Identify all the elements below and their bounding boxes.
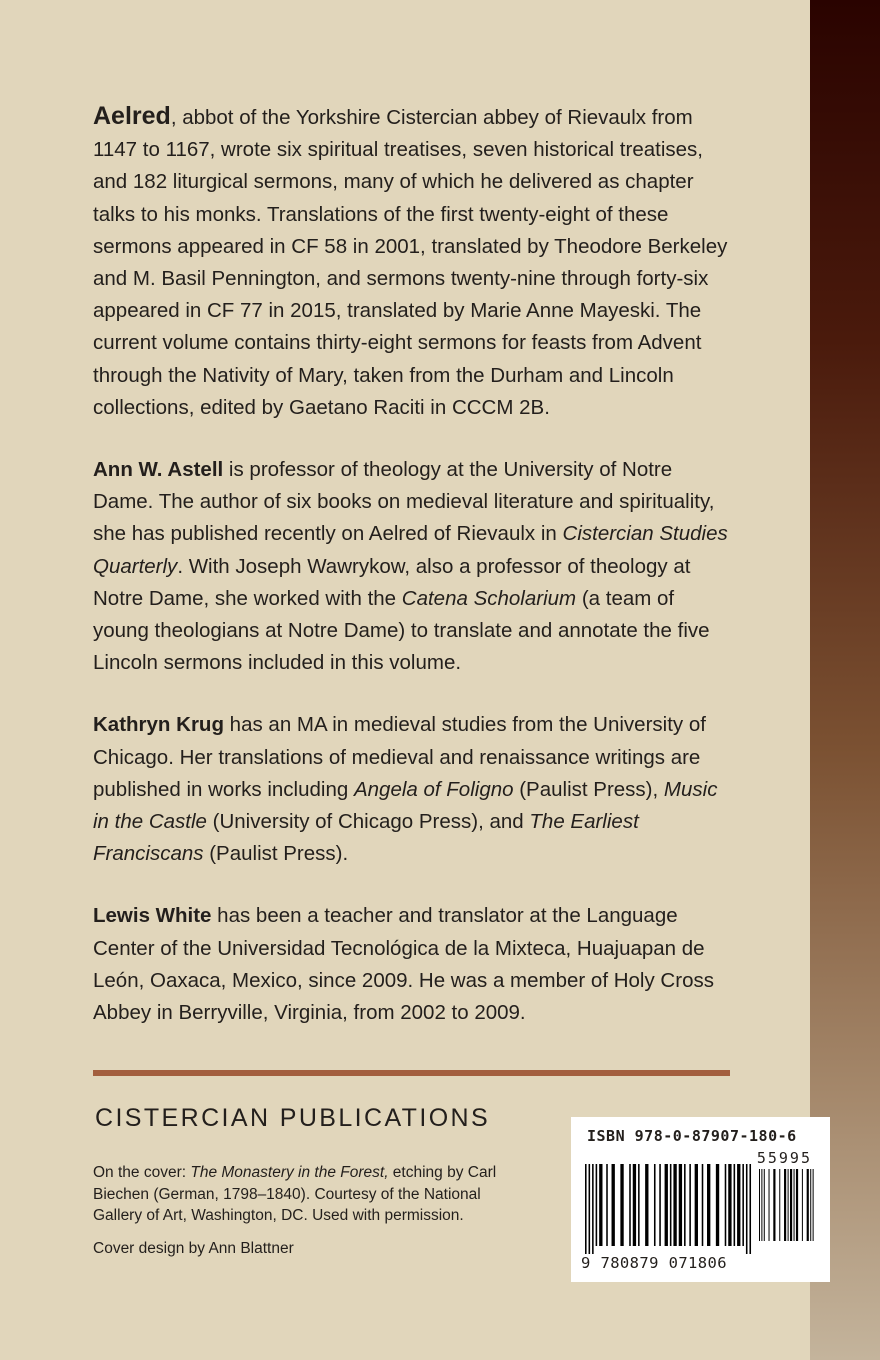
barcode-bar: [702, 1164, 704, 1246]
barcode-bar: [606, 1164, 608, 1246]
credits-block: [93, 1162, 533, 1270]
bio-text: (Paulist Press).: [203, 842, 349, 866]
barcode-bar: [764, 1169, 765, 1241]
barcode-bar: [645, 1164, 648, 1246]
barcode-bar: [638, 1164, 640, 1246]
bio-title-italic: Music in the Castle: [93, 777, 718, 834]
barcode-bar: [620, 1164, 623, 1246]
barcode-bar: [596, 1164, 598, 1246]
divider-rule: [93, 1070, 730, 1076]
barcode-bar: [673, 1164, 676, 1246]
barcode-bar: [813, 1169, 814, 1241]
barcode-bar: [684, 1164, 686, 1246]
bio-name: Kathryn Krug: [93, 713, 224, 737]
barcode-bar: [746, 1164, 748, 1254]
bio-name: Ann W. Astell: [93, 458, 224, 482]
barcode-bar: [734, 1164, 736, 1246]
barcode-bar: [790, 1169, 792, 1241]
barcode-bar: [773, 1169, 775, 1241]
isbn-label: ISBN 978-0-87907-180-6: [587, 1127, 797, 1145]
cover-credit-prefix: On the cover:: [93, 1164, 191, 1181]
barcode-bar: [802, 1169, 803, 1241]
bio-name: Lewis White: [93, 904, 212, 928]
bio-column: [93, 100, 733, 1059]
barcode-bar: [589, 1164, 591, 1254]
cover-credit: [93, 1162, 533, 1227]
barcode-panel: [571, 1117, 830, 1282]
barcode-bar: [585, 1164, 587, 1254]
bio-text: . With Joseph Wawrykow, also a professor of theology at Notre Dame, she worked with the: [93, 554, 691, 610]
barcode-bar: [659, 1164, 661, 1246]
design-credit: Cover design by Ann Blattner: [93, 1239, 294, 1257]
barcode-bar: [670, 1164, 672, 1246]
bio-text: (a team of young theologians at Notre Dame) to translate and annotate the five Lincoln sermons included in this volume.: [93, 586, 710, 675]
barcode-bar: [689, 1164, 691, 1246]
bio-text: has an MA in medieval studies from the University of Chicago. Her translations of medieval and renaissance writings are published in works including: [93, 713, 706, 801]
bio-title-italic: The Earliest Franciscans: [93, 810, 639, 866]
barcode-bar: [737, 1164, 740, 1246]
barcode-bar: [761, 1169, 762, 1241]
barcode-bar: [796, 1169, 798, 1241]
bio-text: , abbot of the Yorkshire Cistercian abbey of Rievaulx from 1147 to 1167, wrote six spiritual treatises, seven historical treatises, and 182 liturgical sermons, many of which he delivered as chapter talks to his monks. Translations of the first twenty-eight of these sermons appeared in CF 58 in 2001, translated by Theodore Berkeley and M. Basil Pennington, and sermons twenty-nine through forty-six appeared in CF 77 in 2015, translated by Marie Anne Mayeski. The current volume contains thirty-eight sermons for feasts from Advent through the Nativity of Mary, taken from the Durham and Lincoln collections, edited by Gaetano Raciti in CCCM 2B.: [93, 106, 728, 419]
bio-text: (Paulist Press),: [513, 777, 664, 801]
barcode-bar: [728, 1164, 731, 1246]
bio-title-italic: Cistercian Studies Quarterly: [93, 522, 728, 578]
bio-aelred: [93, 100, 733, 424]
barcode-bar: [695, 1164, 698, 1246]
barcode-bar: [749, 1164, 751, 1254]
barcode-bar: [654, 1164, 656, 1246]
barcode-bar: [679, 1164, 682, 1246]
cover-credit-text: etching by Carl Biechen (German, 1798–1840). Courtesy of the National Gallery of Art, Washington, DC. Used with permission.: [93, 1164, 497, 1224]
publisher-name: CISTERCIAN PUBLICATIONS: [95, 1104, 491, 1132]
barcode-bar: [599, 1164, 602, 1246]
barcode-bar: [665, 1164, 668, 1246]
barcode-bar: [716, 1164, 719, 1246]
bio-name: Aelred: [93, 102, 171, 130]
bio-astell: [93, 454, 733, 679]
cover-art-title: The Monastery in the Forest,: [190, 1164, 389, 1181]
barcode-bar: [784, 1169, 786, 1241]
barcode-bar: [742, 1164, 744, 1246]
barcode-bar: [759, 1169, 760, 1241]
barcode-bar: [794, 1169, 795, 1241]
barcode-bar: [725, 1164, 727, 1246]
bio-title-italic: Angela of Foligno: [353, 777, 514, 801]
barcode-bar: [633, 1164, 636, 1246]
ean13-barcode: [585, 1164, 755, 1254]
barcode-bar: [629, 1164, 631, 1246]
barcode-bar: [769, 1169, 770, 1241]
barcode-bar: [612, 1164, 615, 1246]
bio-text: (University of Chicago Press), and: [206, 810, 530, 834]
bio-text: is professor of theology at the University of Notre Dame. The author of six books on medieval literature and spirituality, she has published recently on Aelred of Rievaulx in: [93, 458, 715, 546]
barcode-digits: 9 780879 071806: [581, 1254, 727, 1272]
barcode-bar: [707, 1164, 710, 1246]
barcode-bar: [810, 1169, 811, 1241]
bio-white: [93, 900, 733, 1029]
barcode-bar: [807, 1169, 809, 1241]
bio-text: has been a teacher and translator at the Language Center of the Universidad Tecnológica de la Mixteca, Huajuapan de León, Oaxaca, Mexico, since 2009. He was a member of Holy Cross Abbey in Berryville, Virginia, from 2002 to 2009.: [93, 904, 714, 1025]
bio-krug: [93, 709, 733, 870]
barcode-bar: [788, 1169, 789, 1241]
barcode-bar: [779, 1169, 780, 1241]
addon-barcode: [759, 1169, 817, 1254]
barcode-bar: [592, 1164, 594, 1254]
price-addon-digits: 55995: [756, 1149, 812, 1167]
bio-title-italic: Catena Scholarium: [401, 586, 577, 610]
